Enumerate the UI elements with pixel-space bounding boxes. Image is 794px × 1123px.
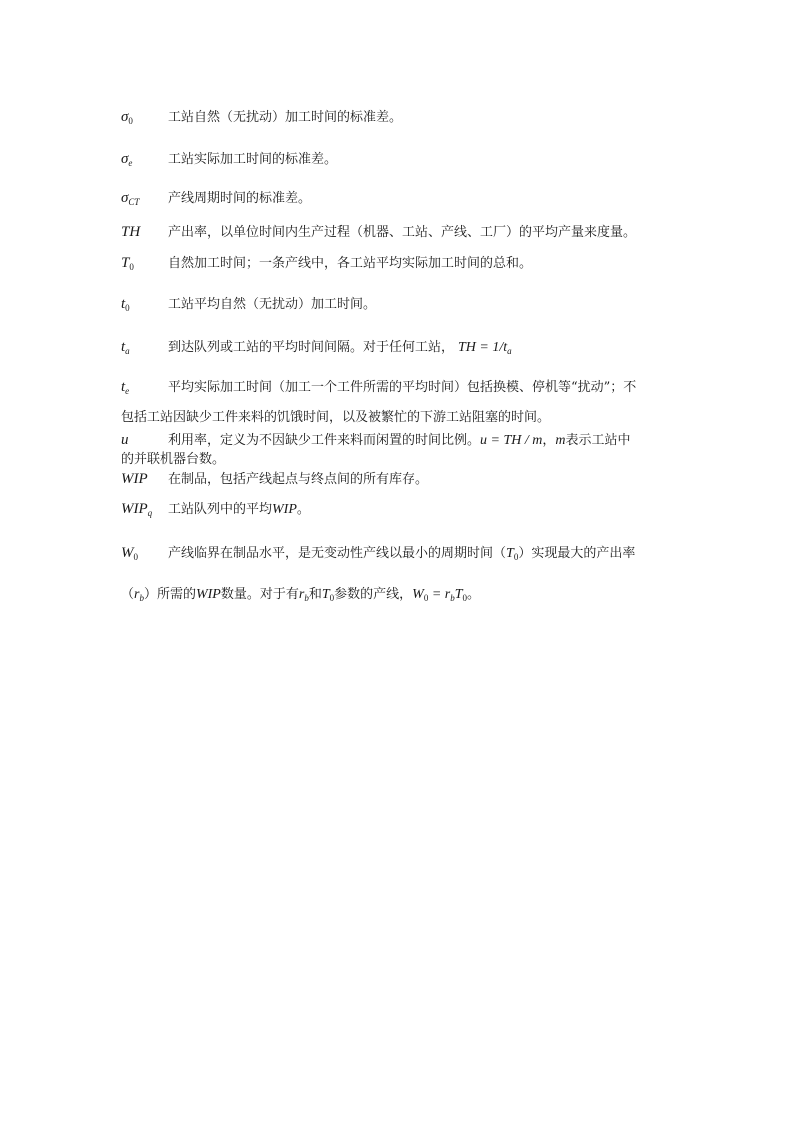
symbol-u: u [121,432,129,448]
symbol-wip: WIP [121,471,148,487]
symbol-th: TH [121,224,141,240]
symbol-te: $t_e$ [121,379,130,396]
symbol-t0-upper: $T_0$ [121,255,134,272]
formula-utilization: u = TH / m [480,433,543,448]
definition-sigma-ct: 产线周期时间的标准差。 [168,191,312,206]
symbol-sigma-e: $\sigma_e$ [121,151,133,168]
symbol-t0-lower: $t_0$ [121,296,130,313]
formula-critical-wip: $W_0 = r_bT_0$ [412,587,468,603]
definition-wip: 在制品，包括产线起点与终点间的所有库存。 [168,472,429,487]
definition-u-line2: 的并联机器台数。 [121,452,226,467]
definition-wip-q: 工站队列中的平均WIP。 [168,502,310,517]
definition-sigma-e: 工站实际加工时间的标准差。 [168,152,338,167]
definition-te-line2: 包括工站因缺少工件来料的饥饿时间，以及被繁忙的下游工站阻塞的时间。 [121,410,551,425]
definition-t0-lower: 工站平均自然（无扰动）加工时间。 [168,297,377,312]
symbol-sigma-ct: $\sigma_{CT}$ [121,190,140,207]
definition-w0-line2: $(r_b)$所需的WIP数量。对于有$r_b$和$T_0$参数的产线，$W_0 = r_bT_0$。 [121,587,481,603]
symbol-sigma-0: $\sigma_0$ [121,109,133,126]
definition-t0-upper: 自然加工时间；一条产线中，各工站平均实际加工时间的总和。 [168,256,533,271]
definition-sigma-0: 工站自然（无扰动）加工时间的标准差。 [168,110,403,125]
definition-w0-line1: 产线临界在制品水平，是无变动性产线以最小的周期时间$(T_0)$实现最大的产出率 [168,546,636,562]
definition-te-line1: 平均实际加工时间（加工一个工件所需的平均时间）包括换模、停机等“扰动”；不 [168,380,637,395]
symbol-w0: $W_0$ [121,545,138,562]
definition-u-line1: 利用率，定义为不因缺少工件来料而闲置的时间比例。u = TH / m，m表示工站中 [168,433,631,448]
symbol-wip-q: $WIP_q$ [121,501,153,518]
formula-th-inverse: TH = $1/t_a$ [458,340,512,356]
definition-ta: 到达队列或工站的平均时间间隔。对于任何工站， TH = $1/t_a$ [168,340,512,356]
definition-th: 产出率，以单位时间内生产过程（机器、工站、产线、工厂）的平均产量来度量。 [168,225,637,240]
symbol-ta: $t_a$ [121,339,130,356]
